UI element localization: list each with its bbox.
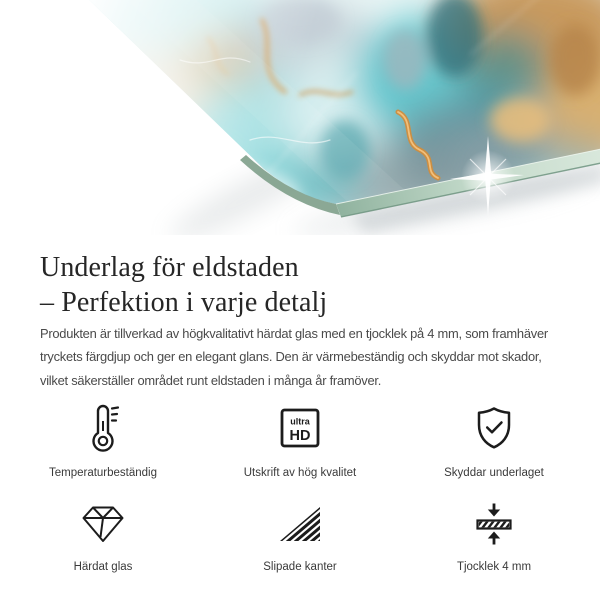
description-line: vilket säkerställer området runt eldstaden i många år framöver. [40,372,382,388]
ultra-label: ultra [290,416,310,427]
shield-check-icon [474,402,514,454]
page-title-line1: Underlag för eldstaden [40,251,299,283]
thickness-icon [474,500,514,548]
feature-temperature [0,402,206,480]
feature-label: Skyddar underlaget [444,467,544,479]
feature-thickness [394,500,594,574]
feature-label: Tjocklek 4 mm [456,561,532,573]
feature-label: Utskrift av hög kvalitet [243,467,357,479]
product-description [40,322,596,392]
page-title-line2: – Perfektion i varje detalj [40,286,328,318]
description-line: tryckets färgdjup och ger en elegant glans. Den är värmebeständig och skyddar mot skador, [40,349,542,365]
product-photo [0,0,600,235]
feature-label: Slipade kanter [263,561,337,573]
feature-label: Härdat glas [73,561,133,573]
ultra-hd-icon [280,402,320,454]
features-row-2 [0,500,600,574]
feature-label: Temperaturbeständig [48,467,158,479]
feature-polished-edges [206,500,394,574]
glass-panel-photo [0,0,600,235]
features-row-1 [0,402,600,480]
feature-protection [394,402,594,480]
description-line: Produkten är tillverkad av högkvalitativt härdat glas med en tjocklek på 4 mm, som framhäver [40,325,548,341]
feature-print-quality [206,402,394,480]
beveled-edges-icon [278,500,322,548]
hd-label: HD [289,428,311,444]
feature-tempered-glass [0,500,206,574]
page-title [40,250,580,320]
diamond-icon [80,500,126,548]
thermometer-icon [86,402,120,454]
